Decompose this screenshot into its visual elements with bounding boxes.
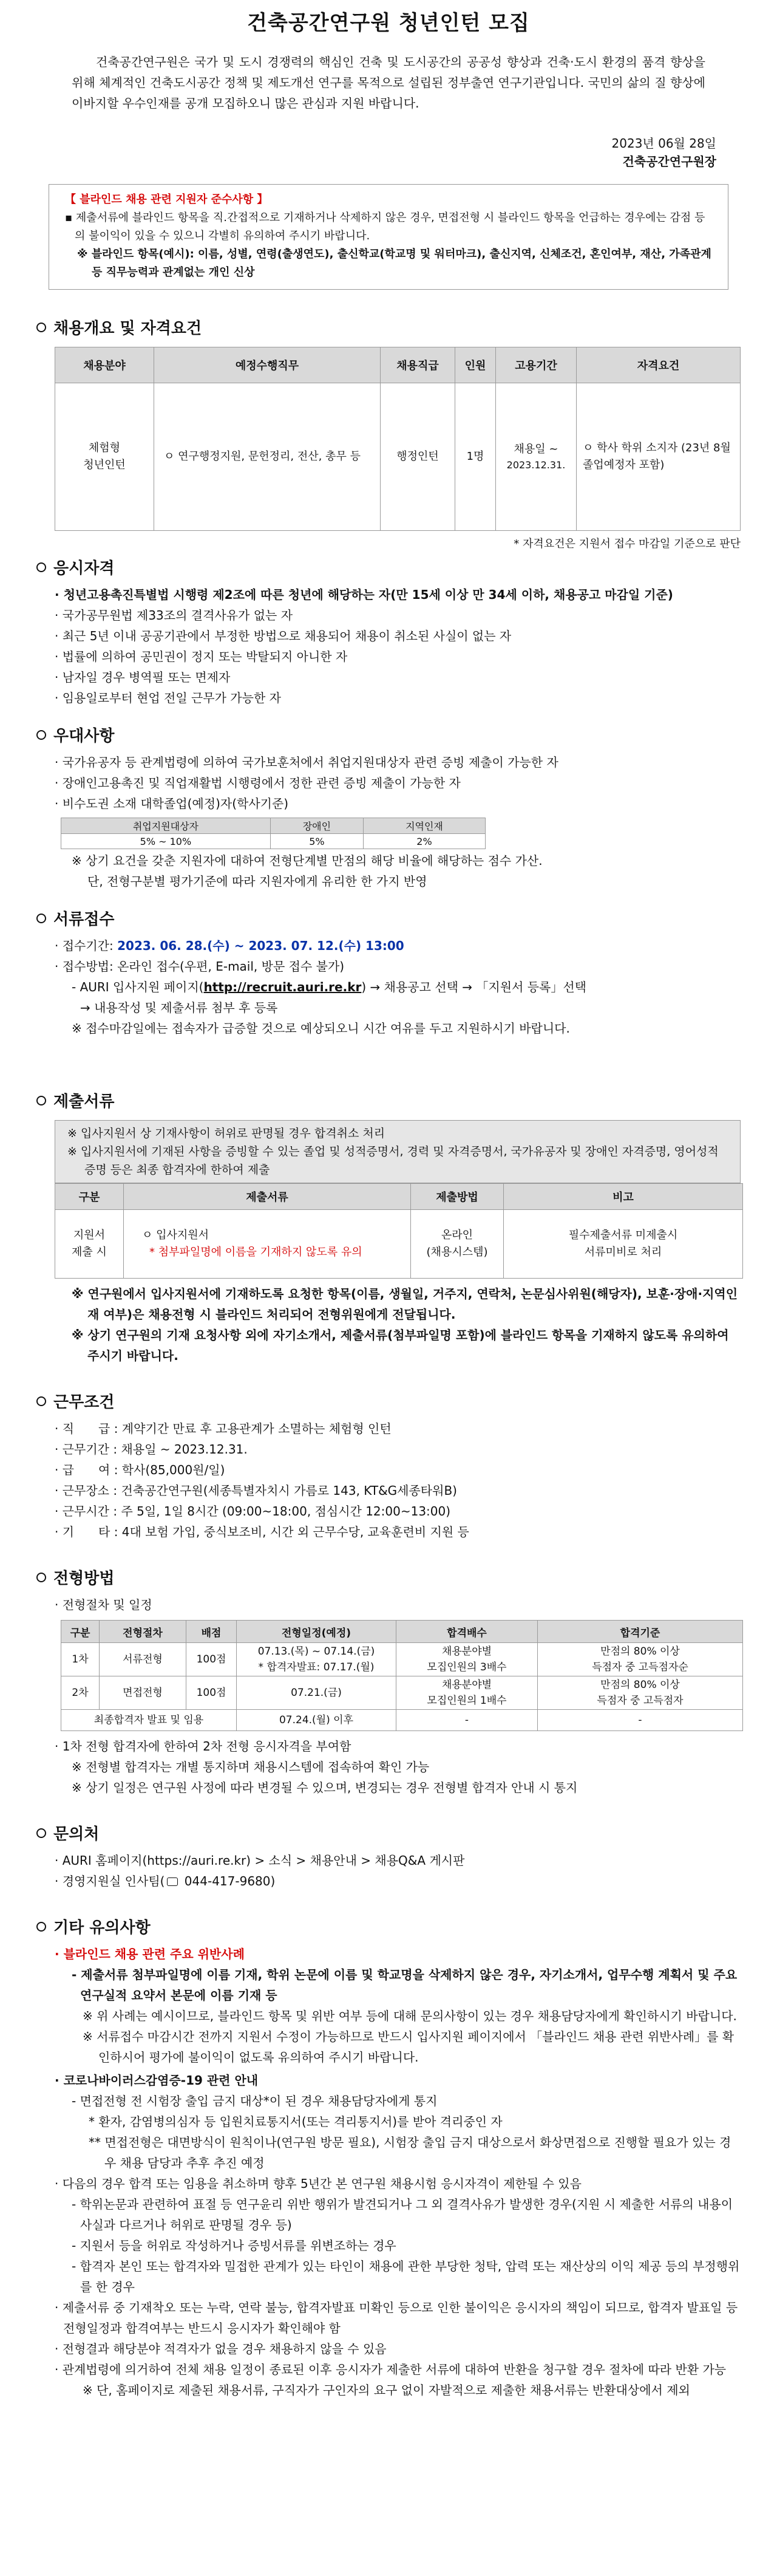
col-header: 전형절차 (100, 1621, 186, 1643)
list-item: · 근무기간 : 채용일 ~ 2023.12.31. (55, 1442, 248, 1457)
table-cell: - (396, 1710, 538, 1731)
other-notes-list (55, 1944, 741, 2400)
table-row (61, 1710, 743, 1731)
list-item: · 청년고용촉진특별법 시행령 제2조에 따른 청년에 해당하는 자(만 15세 이상 만 34세 이하, 채용공고 마감일 기준) (55, 587, 673, 602)
col-header: 인원 (455, 347, 496, 383)
note: ※ 상기 요건을 갖춘 지원자에 대하여 전형단계별 만점의 해당 비율에 해당하는 점수 가산. (72, 853, 543, 868)
table-cell: 07.24.(월) 이후 (237, 1710, 396, 1731)
table-row (61, 834, 486, 849)
col-header: 취업지원대상자 (61, 818, 271, 834)
cell-period: 채용일 ~ 2023.12.31. (496, 383, 577, 531)
cell-remark: 필수제출서류 미제출시 서류미비로 처리 (504, 1210, 743, 1279)
table-cell: 면접전형 (100, 1676, 186, 1710)
table-cell: 5% ~ 10% (61, 834, 271, 849)
list-item: · 코로나바이러스감염증-19 관련 안내 (55, 2073, 259, 2088)
table-cell: - (538, 1710, 743, 1731)
section-heading: 채용개요 및 자격요건 (36, 316, 741, 341)
list-item: · 전형절차 및 일정 (55, 1597, 152, 1612)
list-item: · 법률에 의하여 공민권이 정지 또는 박탈되지 아니한 자 (55, 649, 348, 664)
circle-bullet-icon (36, 1922, 46, 1932)
warning-line: ※ 입사지원서 상 기재사항이 허위로 판명될 경우 합격취소 처리 (67, 1127, 385, 1140)
circle-bullet-icon (36, 1096, 46, 1105)
section-contact (36, 1822, 741, 1891)
col-header: 구분 (61, 1621, 100, 1643)
list-item: · 급 여 : 학사(85,000원/일) (55, 1463, 225, 1477)
table-cell: 5% (270, 834, 363, 849)
table-header-row (61, 818, 486, 834)
cell-documents: ㅇ 입사지원서 * 첨부파일명에 이름을 기재하지 않도록 유의 (124, 1210, 411, 1279)
list-item: · 직 급 : 계약기간 만료 후 고용관계가 소멸하는 체험형 인턴 (55, 1421, 392, 1436)
notice-blind-items: ※ 블라인드 항목(예시): 이름, 성별, 연령(출생연도), 출신학교(학교명 및 워터마크), 출신지역, 신체조건, 혼인여부, 재산, 가족관계 등 직무능력과 관계없는 개인 신상 (77, 248, 711, 279)
cell-qualification: ㅇ 학사 학위 소지자 (23년 8월 졸업예정자 포함) (577, 383, 741, 531)
table-row (55, 1210, 743, 1279)
selection-notes (55, 1736, 741, 1798)
note: * 환자, 감염병의심자 등 입원치료통지서(또는 격리통지서)를 받아 격리중인 자 (89, 2114, 503, 2129)
col-header: 지역인재 (363, 818, 485, 834)
circle-bullet-icon (36, 562, 46, 572)
col-header: 제출서류 (124, 1184, 411, 1210)
note: ※ 단, 홈페이지로 제출된 채용서류, 구직자가 구인자의 요구 없이 자발적으로 제출한 채용서류는 반환대상에서 제외 (83, 2383, 690, 2397)
cell-method: 온라인 (채용시스템) (411, 1210, 504, 1279)
conditions-list (55, 1418, 741, 1542)
section-conditions (36, 1390, 741, 1542)
section-heading: 기타 유의사항 (36, 1916, 741, 1940)
list-item: - 합격자 본인 또는 합격자와 밀접한 관계가 있는 타인이 채용에 관한 부당한 청탁, 압력 또는 재산상의 이익 제공 등의 부정행위를 한 경우 (72, 2259, 740, 2294)
bonus-points-table (61, 818, 486, 849)
cell-duty: ㅇ 연구행정지원, 문헌정리, 전산, 총무 등 (154, 383, 381, 531)
application-list (55, 935, 741, 1039)
list-item: · 국가공무원법 제33조의 결격사유가 없는 자 (55, 608, 293, 623)
documents-table (55, 1183, 743, 1279)
section-heading: 제출서류 (36, 1090, 741, 1114)
table-row (61, 1643, 743, 1676)
section-selection (36, 1566, 741, 1798)
selection-sub (55, 1594, 741, 1615)
list-item: · 국가유공자 등 관계법령에 의하여 국가보훈처에서 취업지원대상자 관련 증빙 제출이 가능한 자 (55, 755, 558, 770)
table-cell: 2% (363, 834, 485, 849)
application-period: 2023. 06. 28.(수) ~ 2023. 07. 12.(수) 13:00 (117, 938, 404, 953)
col-header: 배점 (186, 1621, 237, 1643)
cell-count: 1명 (455, 383, 496, 531)
list-item: - 지원서 등을 허위로 작성하거나 증빙서류를 위변조하는 경우 (72, 2238, 396, 2253)
col-header: 자격요건 (577, 347, 741, 383)
cell-field: 체험형 청년인턴 (55, 383, 154, 531)
table-header-row (61, 1621, 743, 1643)
section-documents (36, 1090, 741, 1366)
selection-table (61, 1620, 743, 1731)
section-heading: 응시자격 (36, 556, 741, 581)
intro-paragraph: 건축공간연구원은 국가 및 도시 경쟁력의 핵심인 건축 및 도시공간의 공공성 향상과 건축·도시 환경의 품격 향상을 위해 체계적인 건축도시공간 정책 및 제도개선 연구를 목적으로 설립된 정부출연 연구기관입니다. 국민의 삶의 질 향상에 이바지할 우수인재를 공개 모집하오니 많은 관심과 지원 바랍니다. (72, 55, 705, 111)
table-cell: 채용분야별 모집인원의 1배수 (396, 1676, 538, 1710)
circle-bullet-icon (36, 1573, 46, 1582)
section-preferences (36, 724, 741, 892)
table-cell: 2차 (61, 1676, 100, 1710)
section-heading: 전형방법 (36, 1566, 741, 1591)
list-item: · 최근 5년 이내 공공기관에서 부정한 방법으로 채용되어 채용이 취소된 사실이 없는 자 (55, 629, 512, 643)
cell-grade: 행정인턴 (381, 383, 455, 531)
col-header: 전형일정(예정) (237, 1621, 396, 1643)
section-eligibility (36, 556, 741, 708)
circle-bullet-icon (36, 914, 46, 923)
overview-footnote: * 자격요건은 지원서 접수 마감일 기준으로 판단 (514, 538, 741, 550)
issuer-name: 건축공간연구원장 (622, 154, 716, 169)
col-header: 채용분야 (55, 347, 154, 383)
circle-bullet-icon (36, 1828, 46, 1838)
note: ※ 서류접수 마감시간 전까지 지원서 수정이 가능하므로 반드시 입사지원 페이지에서 「블라인드 채용 관련 위반사례」를 확인하시어 평가에 불이익이 없도록 유의하여 주시기 바랍니다. (83, 2029, 735, 2065)
table-header-row (55, 347, 741, 383)
list-item: · 1차 전형 합격자에 한하여 2차 전형 응시자격을 부여함 (55, 1739, 351, 1754)
section-heading: 근무조건 (36, 1390, 741, 1415)
list-item: · 기 타 : 4대 보험 가입, 중식보조비, 시간 외 근무수당, 교육훈련비 지원 등 (55, 1525, 469, 1539)
table-cell: 07.13.(목) ~ 07.14.(금) * 합격자발표: 07.17.(월) (237, 1643, 396, 1676)
filename-warning: * 첨부파일명에 이름을 기재하지 않도록 유의 (149, 1246, 362, 1259)
section-heading: 문의처 (36, 1822, 741, 1847)
table-cell: 100점 (186, 1643, 237, 1676)
table-row (61, 1676, 743, 1710)
list-item: · 전형결과 해당분야 적격자가 없을 경우 채용하지 않을 수 있음 (55, 2342, 387, 2356)
note: ※ 상기 일정은 연구원 사정에 따라 변경될 수 있으며, 변경되는 경우 전형별 합격자 안내 시 통지 (72, 1780, 578, 1795)
list-item: · 다음의 경우 합격 또는 임용을 취소하며 향후 5년간 본 연구원 채용시험 응시자격이 제한될 수 있음 (55, 2176, 582, 2191)
list-item: · 남자일 경우 병역필 또는 면제자 (55, 670, 231, 685)
list-item: · 접수기간: 2023. 06. 28.(수) ~ 2023. 07. 12.(수) 13:00 (55, 938, 404, 953)
table-cell: 최종합격자 발표 및 임용 (61, 1710, 237, 1731)
warning-line: ※ 연구원에서 입사지원서에 기재하도록 요청한 항목(이름, 생월일, 거주지, 연락처, 논문심사위원(해당자), 보훈·장애·지역인재 여부)은 채용전형 시 블라인드 처리되어 전형위원에게 전달됩니다. (72, 1286, 738, 1322)
list-item: - 제출서류 첨부파일명에 이름 기재, 학위 논문에 이름 및 학교명을 삭제하지 않은 경우, 자기소개서, 업무수행 계획서 및 주요 연구실적 요약서 본문에 이름 기재 등 (72, 1967, 738, 2003)
list-item: · 근무장소 : 건축공간연구원(세종특별자치시 가름로 143, KT&G세종타워B) (55, 1483, 457, 1498)
preferences-notes (55, 850, 741, 892)
table-row (55, 383, 741, 531)
col-header: 예정수행직무 (154, 347, 381, 383)
list-item: - AURI 입사지원 페이지(http://recruit.auri.re.kr) → 채용공고 선택 → 「지원서 등록」선택 (72, 980, 586, 994)
col-header: 합격기준 (538, 1621, 743, 1643)
list-item: · 접수방법: 온라인 접수(우편, E-mail, 방문 접수 불가) (55, 959, 345, 974)
col-header: 채용직급 (381, 347, 455, 383)
note: ※ 접수마감일에는 접속자가 급증할 것으로 예상되오니 시간 여유를 두고 지원하시기 바랍니다. (72, 1021, 570, 1036)
list-item: · 비수도권 소재 대학졸업(예정)자(학사기준) (55, 796, 289, 811)
section-heading: 우대사항 (36, 724, 741, 748)
col-header: 구분 (55, 1184, 124, 1210)
list-item: → 내용작성 및 제출서류 첨부 후 등록 (80, 1000, 278, 1015)
table-cell: 채용분야별 모집인원의 3배수 (396, 1643, 538, 1676)
notice-title: 【 블라인드 채용 관련 지원자 준수사항 】 (65, 193, 268, 206)
table-cell: 07.21.(금) (237, 1676, 396, 1710)
note: ※ 위 사례는 예시이므로, 블라인드 항목 및 위반 여부 등에 대해 문의사항이 있는 경우 채용담당자에게 확인하시기 바랍니다. (83, 2009, 737, 2023)
contact-list (55, 1850, 741, 1891)
page-title: 건축공간연구원 청년인턴 모집 (247, 11, 530, 35)
warning-line: ※ 상기 연구원의 기재 요청사항 외에 자기소개서, 제출서류(첨부파일명 포함)에 블라인드 항목을 기재하지 않도록 유의하여 주시기 바랍니다. (72, 1328, 729, 1363)
note: ※ 전형별 합격자는 개별 통지하며 채용시스템에 접속하여 확인 가능 (72, 1760, 430, 1774)
section-heading: 서류접수 (36, 907, 741, 932)
list-item: · AURI 홈페이지(https://auri.re.kr) > 소식 > 채용안내 > 채용Q&A 게시판 (55, 1853, 465, 1868)
section-overview (36, 316, 741, 553)
warning-line: ※ 입사지원서에 기재된 사항을 증빙할 수 있는 졸업 및 성적증명서, 경력 및 자격증명서, 국가유공자 및 장애인 자격증명, 영어성적증명 등은 최종 합격자에 한하여 제출 (67, 1145, 719, 1177)
documents-warnings (55, 1283, 741, 1366)
list-item: · 경영지원실 인사팀( 044-417-9680) (55, 1874, 276, 1888)
col-header: 제출방법 (411, 1184, 504, 1210)
notice-date: 2023년 06월 28일 (611, 136, 716, 151)
section-application (36, 907, 741, 1039)
preferences-list (55, 752, 741, 814)
circle-bullet-icon (36, 730, 46, 740)
col-header: 고용기간 (496, 347, 577, 383)
homepage-path[interactable]: AURI 홈페이지(https://auri.re.kr) > 소식 > 채용안내 > 채용Q&A 게시판 (62, 1853, 465, 1868)
documents-warning-box (55, 1120, 741, 1183)
table-cell: 만점의 80% 이상 득점자 중 고득점자 (538, 1676, 743, 1710)
cell-kind: 지원서 제출 시 (55, 1210, 124, 1279)
list-item: · 근무시간 : 주 5일, 1일 8시간 (09:00~18:00, 점심시간 12:00~13:00) (55, 1504, 451, 1519)
phone-number: 044-417-9680) (180, 1874, 276, 1888)
list-item: · 임용일로부터 현업 전일 근무가 가능한 자 (55, 691, 281, 705)
list-item: - 면접전형 전 시험장 출입 금지 대상*이 된 경우 채용담당자에게 통지 (72, 2094, 438, 2108)
recruit-site-link[interactable]: http://recruit.auri.re.kr (203, 980, 362, 994)
table-cell: 100점 (186, 1676, 237, 1710)
col-header: 장애인 (270, 818, 363, 834)
overview-table (55, 347, 741, 531)
telephone-icon (167, 1877, 178, 1886)
table-cell: 만점의 80% 이상 득점자 중 고득점자순 (538, 1643, 743, 1676)
list-item: · 관계법령에 의거하여 전체 채용 일정이 종료된 이후 응시자가 제출한 서류에 대하여 반환을 청구할 경우 절차에 따라 반환 가능 (55, 2362, 727, 2377)
table-header-row (55, 1184, 743, 1210)
list-item: · 블라인드 채용 관련 주요 위반사례 (55, 1947, 245, 1961)
list-item: · 제출서류 중 기재착오 또는 누락, 연락 불능, 합격자발표 미확인 등으로 인한 불이익은 응시자의 책임이 되므로, 합격자 발표일 등 전형일정과 합격여부는 반드시 응시자가 확인해야 함 (55, 2300, 738, 2335)
table-cell: 서류전형 (100, 1643, 186, 1676)
table-cell: 1차 (61, 1643, 100, 1676)
notice-body: ▪ 제출서류에 블라인드 항목을 직․간접적으로 기재하거나 삭제하지 않은 경우, 면접전형 시 블라인드 항목을 언급하는 경우에는 감점 등의 불이익이 있을 수 있으니 각별히 유의하여 주시기 바랍니다. (65, 211, 705, 242)
circle-bullet-icon (36, 323, 46, 332)
circle-bullet-icon (36, 1396, 46, 1406)
blind-hiring-notice-box (49, 184, 728, 290)
list-item: - 학위논문과 관련하여 표절 등 연구윤리 위반 행위가 발견되거나 그 외 결격사유가 발생한 경우(지원 시 제출한 서류의 내용이 사실과 다르거나 허위로 판명될 경우 등) (72, 2197, 733, 2232)
col-header: 합격배수 (396, 1621, 538, 1643)
eligibility-list (55, 584, 741, 708)
col-header: 비고 (504, 1184, 743, 1210)
note: ** 면접전형은 대면방식이 원칙이나(연구원 방문 필요), 시험장 출입 금지 대상으로서 화상면접으로 진행할 필요가 있는 경우 채용 담당과 추후 추진 예정 (89, 2135, 731, 2170)
section-other-notes (36, 1916, 741, 2400)
note: 단, 전형구분별 평가기준에 따라 지원자에게 유리한 한 가지 반영 (87, 874, 427, 889)
list-item: · 장애인고용촉진 및 직업재활법 시행령에서 정한 관련 증빙 제출이 가능한 자 (55, 776, 461, 790)
